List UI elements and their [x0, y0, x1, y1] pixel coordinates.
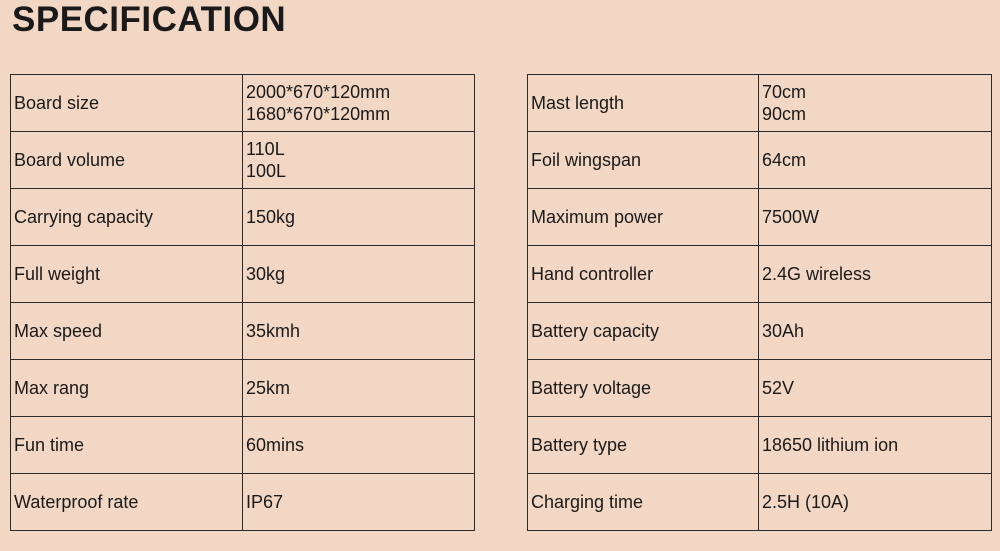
spec-label: Hand controller [528, 246, 759, 303]
spec-label: Battery voltage [528, 360, 759, 417]
spec-label: Fun time [11, 417, 243, 474]
spec-label: Waterproof rate [11, 474, 243, 531]
spec-value [243, 132, 475, 189]
table-row [528, 75, 992, 132]
spec-label: Battery type [528, 417, 759, 474]
spec-value-line: 2000*670*120mm [246, 82, 391, 102]
table-row [11, 303, 475, 360]
table-row [528, 360, 992, 417]
spec-value: 60mins [243, 417, 475, 474]
table-row [528, 132, 992, 189]
spec-label: Carrying capacity [11, 189, 243, 246]
spec-table-right [527, 74, 992, 531]
spec-label: Board volume [11, 132, 243, 189]
spec-label: Full weight [11, 246, 243, 303]
table-row [11, 360, 475, 417]
spec-value-line: 1680*670*120mm [246, 104, 391, 124]
spec-label: Max rang [11, 360, 243, 417]
table-row [11, 474, 475, 531]
spec-value: 25km [243, 360, 475, 417]
table-row [528, 417, 992, 474]
spec-value-line: 70cm [762, 82, 807, 102]
spec-value: 7500W [759, 189, 992, 246]
table-row [11, 75, 475, 132]
spec-label: Mast length [528, 75, 759, 132]
spec-value-line: 90cm [762, 104, 807, 124]
spec-value-line: 110L [246, 139, 285, 159]
spec-label: Charging time [528, 474, 759, 531]
spec-value [759, 75, 992, 132]
table-row [528, 189, 992, 246]
spec-value: 30kg [243, 246, 475, 303]
table-row [11, 189, 475, 246]
spec-table-left [10, 74, 475, 531]
spec-label: Battery capacity [528, 303, 759, 360]
table-row [11, 417, 475, 474]
spec-value: 150kg [243, 189, 475, 246]
spec-value: 30Ah [759, 303, 992, 360]
table-row [528, 303, 992, 360]
spec-label: Max speed [11, 303, 243, 360]
spec-value: 35kmh [243, 303, 475, 360]
table-row [528, 474, 992, 531]
spec-table-left-body [11, 75, 475, 531]
spec-table-right-body [528, 75, 992, 531]
table-row [528, 246, 992, 303]
spec-value: IP67 [243, 474, 475, 531]
table-row [11, 132, 475, 189]
spec-label: Board size [11, 75, 243, 132]
spec-value: 64cm [759, 132, 992, 189]
spec-value: 52V [759, 360, 992, 417]
spec-value: 18650 lithium ion [759, 417, 992, 474]
spec-value: 2.4G wireless [759, 246, 992, 303]
page-title: SPECIFICATION [12, 0, 287, 39]
spec-value: 2.5H (10A) [759, 474, 992, 531]
spec-label: Maximum power [528, 189, 759, 246]
spec-label: Foil wingspan [528, 132, 759, 189]
spec-value [243, 75, 475, 132]
spec-value-line: 100L [246, 161, 287, 181]
table-row [11, 246, 475, 303]
